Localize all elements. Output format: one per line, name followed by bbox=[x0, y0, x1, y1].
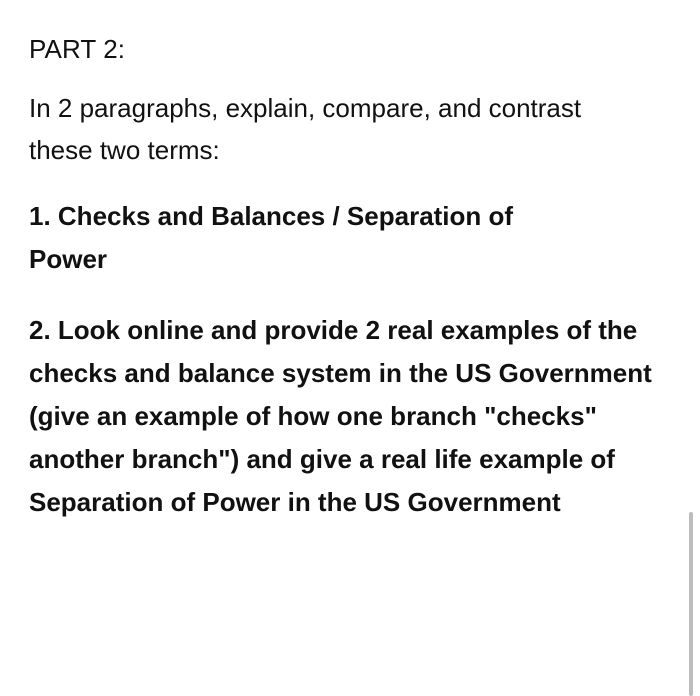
section-heading: PART 2: bbox=[29, 34, 126, 64]
question-item-1: 1. Checks and Balances / Separation of Power bbox=[29, 201, 514, 274]
question-item-2: 2. Look online and provide 2 real examples of the checks and balance system in the US Government (give an example of how one branch "checks" another branch") and give a real life example of Separation of Power in the US Government bbox=[29, 315, 652, 517]
document-content bbox=[29, 27, 679, 552]
vertical-scrollbar[interactable] bbox=[689, 512, 693, 696]
instructions-text: In 2 paragraphs, explain, compare, and contrast these two terms: bbox=[29, 93, 582, 165]
